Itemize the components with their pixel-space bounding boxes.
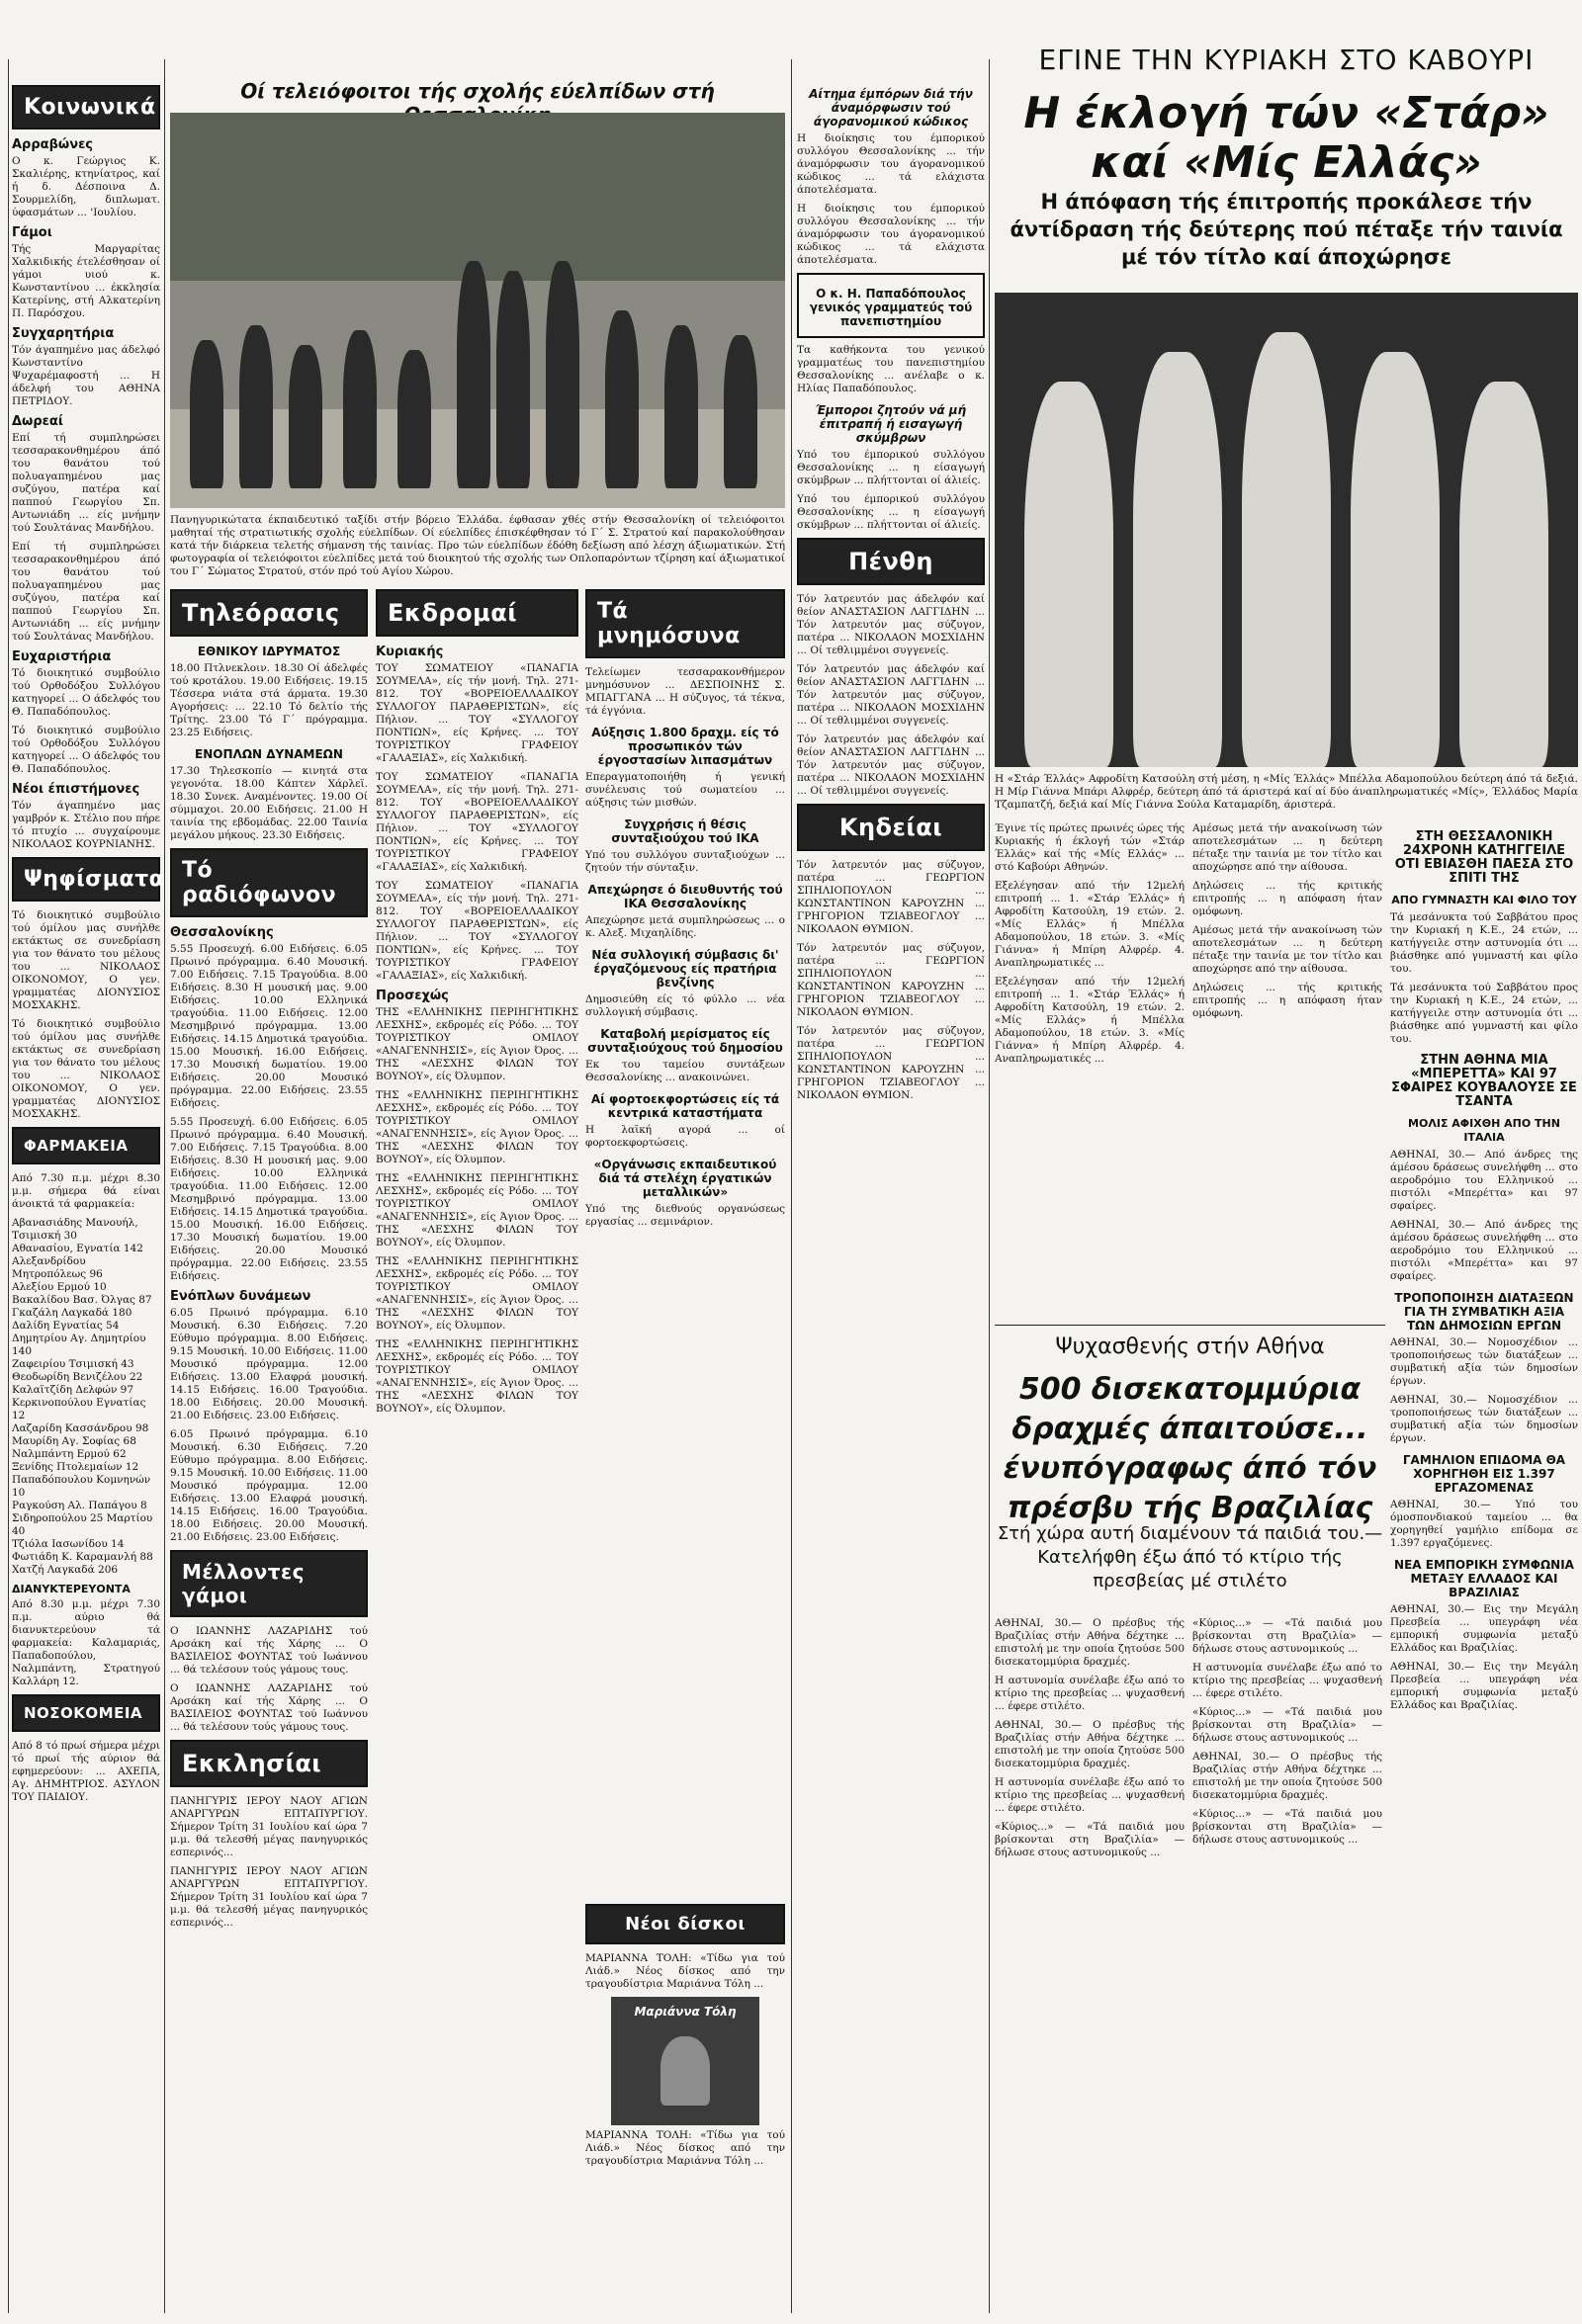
radio-armed-heading: Ενόπλων δυνάμεων (170, 1289, 311, 1304)
photo-figure (1133, 352, 1222, 767)
photo-figure (343, 330, 377, 488)
resolutions-text: Τό διοικητικό συμβούλιο τού όμίλου μας συνήλθε εκτάκτως σε συνεδρίαση για τον θάνατο του μέλους του ... ΝΙΚΟΛΑΟΣ ΟΙΚΟΝΟΜΟΥ, Ο γεν. γραμματέας ΔΙΟΝΥΣΙΟΣ ΜΟΣΧΑΚΗΣ. (12, 909, 160, 1011)
kavouri-headline: Η έκλογή τών «Στάρ» καί «Μίς Ελλάς» (1023, 88, 1549, 188)
album-cover (611, 1997, 759, 2125)
public-works-headline: ΤΡΟΠΟΠΟΙΗΣΗ ΔΙΑΤΑΞΕΩΝ ΓΙΑ ΤΗ ΣΥΜΒΑΤΙΚΗ ΑΞΙΑ ΤΩΝ ΔΗΜΟΣΙΩΝ ΕΡΓΩΝ (1394, 1291, 1574, 1333)
brazil-text-2: Η αστυνομία συνέλαβε έξω από το κτίριο της πρεσβείας ... ψυχασθενή ... έφερε στιλέτο. (995, 1675, 1185, 1712)
beretta-headline: ΣΤΗΝ ΑΘΗΝΑ ΜΙΑ «ΜΠΕΡΕΤΤΑ» ΚΑΙ 97 ΣΦΑΙΡΕΣ ΚΟΥΒΑΛΟΥΣΕ ΣΕ ΤΣΑΝΤΑ (1391, 1053, 1577, 1109)
congrats-text: Τόν άγαπημένο μας άδελφό Κωνσταντίνο Ψυχαρέμαφοστή ... Η άδελφή του ΑΘΗΝΑ ΠΕΤΡΙΔΟΥ. (12, 344, 160, 407)
brazil-text-1c: ΑΘΗΝΑΙ, 30.— Ο πρέσβυς τής Βραζιλίας στήν Αθήνα δέχτηκε ... επιστολή με την οποία ζητούσε 500 δισεκατομμύρια δραχμές. (1192, 1751, 1382, 1801)
photo-figure (724, 335, 757, 488)
brazil-headline-box (995, 1370, 1385, 1525)
beretta-text-2: ΑΘΗΝΑΙ, 30.— Από άνδρες της άμέσου δράσεως συνελήφθη ... στο αεροδρόμιο του Ελληνικού ... πιστόλι «Μπερέττα» και 97 σφαίρες. (1390, 1219, 1578, 1282)
resolutions-text-2: Τό διοικητικό συμβούλιο τού όμίλου μας συνήλθε εκτάκτως σε συνεδρίαση για τον θάνατο του μέλους του ... ΝΙΚΟΛΑΟΣ ΟΙΚΟΝΟΜΟΥ, Ο γεν. γραμματέας ΔΙΟΝΥΣΙΟΣ ΜΟΣΧΑΚΗΣ. (12, 1018, 160, 1120)
excursions-upcoming-text-4: ΤΗΣ «ΕΛΛΗΝΙΚΗΣ ΠΕΡΙΗΓΗΤΙΚΗΣ ΛΕΣΧΗΣ», εκδρομές είς Ρόδο. ... ΤΟΥ ΤΟΥΡΙΣΤΙΚΟΥ ΟΜΙΛΟΥ «ΑΝΑΓΕΝΝΗΣΙΣ», είς Άγιον Όρος. ... ΤΗΣ «ΛΕΣΧΗΣ ΦΙΛΩΝ ΤΟΥ ΒΟΥΝΟΥ», είς Όλυμπον. (376, 1255, 578, 1332)
photo-figure (1242, 332, 1331, 767)
records-text-2: ΜΑΡΙΑΝΝΑ ΤΟΛΗ: «Τίδω για τού Λιάδ.» Νέος δίσκος από την τραγουδίστρια Μαριάννα Τόλη ... (585, 2129, 785, 2167)
resolutions-section-title: Ψηφίσματα (12, 857, 160, 902)
pharmacy-list-item: Θεοδωρίδη Βενιζέλου 22 (12, 1371, 143, 1383)
kavouri-text-1: Έγινε τίς πρώτες πρωινές ώρες τής Κυριακής ή έκλογή τών «Στάρ Έλλάς» καί τής «Μίς Ελλάς» ... στό Καβούρι Αθηνών. (995, 822, 1185, 873)
pharmacy-list-item: Τζιόλα Ιασωνίδου 14 (12, 1538, 125, 1550)
kavouri-text-2b: Εξελέγησαν από τήν 12μελή επιτροπή ... 1. «Στάρ Έλλάς» ή Αφροδίτη Κατσούλη, 19 ετών. 2. «Μίς Ελλάς» ή Μπέλλα Αδαμοπούλου, 18 ετών. 3. «Μίς Γιάννα» ή Μπίρη Αλφρέρ. 4. Αναπληρωματικές ... (995, 976, 1185, 1065)
brazil-headline: 500 δισεκατομμύρια δραχμές άπαιτούσε... ένυπόγραφως άπό τόν πρέσβυ τής Βραζιλίας (1003, 1372, 1377, 1525)
churches-text: ΠΑΝΗΓΥΡΙΣ ΙΕΡΟΥ ΝΑΟΥ ΑΓΙΩΝ ΑΝΑΡΓΥΡΩΝ ΕΠΤΑΠΥΡΓΙΟΥ. Σήμερον Τρίτη 31 Ιουλίου καί ώρα 7 μ.μ. θά τελεσθή μέγας πανηγυρικός εσπερινός... (170, 1795, 368, 1858)
radio-thess-text-2: 5.55 Προσευχή. 6.00 Ειδήσεις. 6.05 Πρωινό πρόγραμμα. 6.40 Μουσική. 7.00 Ειδήσεις. 7.15 Τραγούδια. 8.00 Ειδήσεις. 8.30 Η μουσική μας. 9.00 Ειδήσεις. 10.00 Ελληνικά τραγούδια. 11.00 Ειδήσεις. 12.00 Μεσημβρινό πρόγραμμα. 13.00 Ειδήσεις. 14.15 Δημοτικά τραγούδια. 15.00 Μουσική. 16.00 Ειδήσεις. 17.30 Μουσική δωματίου. 19.00 Ειδήσεις. 20.00 Μουσικό πρόγραμμα. 22.00 Ειδήσεις. 23.55 Ειδήσεις. (170, 1116, 368, 1282)
news-fertilizer-headline: Αύξησις 1.800 δραχμ. είς τό προσωπικόν τών έργοστασίων λιπασμάτων (591, 726, 779, 767)
funerals-text-3: Τόν λατρευτόν μας σύζυγον, πατέρα ... ΓΕΩΡΓΙΟΝ ΣΠΗΛΙΟΠΟΥΛΟΝ ... ΚΩΝΣΤΑΝΤΙΝΟΝ ΚΑΡΟΥΖΗΝ ... ΓΡΗΓΟΡΙΟΝ ΤΖΙΑΒΕΟΓΛΟΥ ... ΝΙΚΟΛΑΟΝ ΘΥΜΙΟΝ. (797, 1025, 985, 1101)
news-loading-headline: Αί φορτοεκφορτώσεις είς τά κεντρικά καταστήματα (590, 1092, 780, 1120)
engagements-heading: Αρραβώνες (12, 137, 94, 152)
news-column (797, 79, 985, 2313)
tv-eirt-text: 18.00 Πτλνεκλοιν. 18.30 Οί άδελφές τού κροτάλου. 19.00 Ειδήσεις. 19.15 Τέσσερα νιάτα στά άρματα. 19.30 Αγορήσεις: ... 22.10 Τό δελτίο τής Τρίτης. 23.00 Τό Γ΄ πρόγραμμα. 23.25 Ειδήσεις. (170, 662, 368, 738)
radio-armed-text-2: 6.05 Πρωινό πρόγραμμα. 6.10 Μουσική. 6.30 Ειδήσεις. 7.20 Εύθυμο πρόγραμμα. 8.00 Ειδήσεις. 9.15 Μουσική. 10.00 Ειδήσεις. 11.00 Μουσικό πρόγραμμα. 12.00 Ειδήσεις. 13.00 Ελαφρά μουσική. 14.15 Ειδήσεις. 16.00 Τραγούδια. 18.00 Ειδήσεις. 20.00 Μουσική. 21.00 Ειδήσεις. 23.00 Ειδήσεις. (170, 1428, 368, 1543)
excursions-sunday-heading: Κυριακής (376, 645, 444, 659)
news-university-headline: Ο κ. Η. Παπαδόπουλος γενικός γραμματεύς τού πανεπιστημίου (809, 287, 973, 328)
brazil-deck: Στή χώρα αυτή διαμένουν τά παιδιά του.— Κατελήφθη έξω άπό τό κτίριο τής πρεσβείας μέ στιλέτο (997, 1523, 1383, 1592)
news-fish-text: Υπό του έμπορικού συλλόγου Θεσσαλονίκης ... η είσαγωγή σκύμβρων ... πλήττονται οί άλιείς. (797, 449, 985, 486)
future-weddings-section-title: Μέλλοντες γάμοι (170, 1550, 368, 1617)
photo-figure (1459, 382, 1548, 767)
pharmacy-list-item: Κερκινοπούλου Εγνατίας 12 (12, 1397, 146, 1421)
churches-text-2: ΠΑΝΗΓΥΡΙΣ ΙΕΡΟΥ ΝΑΟΥ ΑΓΙΩΝ ΑΝΑΡΓΥΡΩΝ ΕΠΤΑΠΥΡΓΙΟΥ. Σήμερον Τρίτη 31 Ιουλίου καί ώρα 7 μ.μ. θά τελεσθή μέγας πανηγυρικός εσπερινός... (170, 1865, 368, 1929)
right-column (1390, 822, 1578, 2313)
tv-yened-text: 17.30 Τηλεσκοπίο — κινητά στα γεγονότα. 18.00 Κάπτεν Χάρλεϊ. 18.30 Συνεκ. Αναμένοντες. 19.00 Οί σύμμαχοι. 20.00 Ειδήσεις. 21.00 Η ταινία της εβδομάδας. 22.00 Ταινία μεγάλου μήκους. 23.30 Ειδήσεις. (170, 765, 368, 841)
listings-column (170, 583, 368, 2313)
weddings-text: Τής Μαργαρίτας Χαλκιδικής έτελέσθησαν οί γάμοι υιού κ. Κωνσταντίνου ... έκκλησία Κατερίνης, στή Αλκατερίνη Π. Παρόσχου. (12, 243, 160, 319)
pharmacy-list-item: Ξενίδης Πτολεμαίων 12 (12, 1461, 139, 1473)
pharmacy-list-item: Μαυρίδη Αγ. Σοφίας 68 (12, 1435, 136, 1447)
photo-figure (190, 340, 223, 488)
column-rule (164, 59, 165, 2313)
news-fish-headline: Έμποροι ζητούν νά μή έπιτραπή ή εισαγωγή σκύμβρων (815, 403, 967, 445)
brazil-kicker-box (995, 1334, 1385, 1366)
pharmacy-list-item: Παπαδόπουλου Κομνηνών 10 (12, 1474, 151, 1499)
funerals-text: Τόν λατρευτόν μας σύζυγον, πατέρα ... ΓΕΩΡΓΙΟΝ ΣΠΗΛΙΟΠΟΥΛΟΝ ... ΚΩΝΣΤΑΝΤΙΝΟΝ ΚΑΡΟΥΖΗΝ ... ΓΡΗΓΟΡΙΟΝ ΤΖΙΑΒΕΟΓΛΟΥ ... ΝΙΚΟΛΑΟΝ ΘΥΜΙΟΝ. (797, 859, 985, 935)
rape-subheadline: ΑΠΟ ΓΥΜΝΑΣΤΗ ΚΑΙ ΦΙΛΟ ΤΟΥ (1391, 894, 1577, 906)
future-weddings-text-2: Ο ΙΩΑΝΝΗΣ ΛΑΖΑΡΙΔΗΣ τού Αρσάκη καί τής Χάρης ... Ο ΒΑΣΙΛΕΙΟΣ ΦΟΥΝΤΑΣ τού Ιωάννου ... θά τελέσουν τούς γάμους τους. (170, 1682, 368, 1733)
tv-eirt-heading: ΕΘΝΙΚΟΥ ΙΔΡΥΜΑΤΟΣ (197, 645, 341, 658)
news-fertilizer-text: Επεραγματοποιήθη ή γενική συνέλευσις τού σωματείου ... αύξησις τών μισθών. (585, 771, 785, 809)
beretta-text: ΑΘΗΝΑΙ, 30.— Από άνδρες της άμέσου δράσεως συνελήφθη ... στο αεροδρόμιο του Ελληνικού ... πιστόλι «Μπερέττα» και 97 σφαίρες. (1390, 1149, 1578, 1212)
evelpides-headline-box (170, 79, 785, 109)
excursions-text-3: ΤΟΥ ΣΩΜΑΤΕΙΟΥ «ΠΑΝΑΓΙΑ ΣΟΥΜΕΛΑ», είς τήν μονή. Τηλ. 271-812. ΤΟΥ «ΒΟΡΕΙΟΕΛΛΑΔΙΚΟΥ ΣΥΛΛΟΓΟΥ ΠΑΡΑΘΕΡΙΣΤΩΝ», είς Πήλιον. ... ΤΟΥ «ΣΥΛΛΟΓΟΥ ΠΟΝΤΙΩΝ», είς Κρήνες. ... ΤΟΥ ΤΟΥΡΙΣΤΙΚΟΥ ΓΡΑΦΕΙΟΥ «ΓΑΛΑΞΙΑΣ», είς Χαλκιδική. (376, 880, 578, 982)
excursions-upcoming-text-5: ΤΗΣ «ΕΛΛΗΝΙΚΗΣ ΠΕΡΙΗΓΗΤΙΚΗΣ ΛΕΣΧΗΣ», εκδρομές είς Ρόδο. ... ΤΟΥ ΤΟΥΡΙΣΤΙΚΟΥ ΟΜΙΛΟΥ «ΑΝΑΓΕΝΝΗΣΙΣ», είς Άγιον Όρος. ... ΤΗΣ «ΛΕΣΧΗΣ ΦΙΛΩΝ ΤΟΥ ΒΟΥΝΟΥ», είς Όλυμπον. (376, 1338, 578, 1415)
public-works-text-2: ΑΘΗΝΑΙ, 30.— Νομοσχέδιον ... τροποποιήσεως τών διατάξεων ... συμβατική αξία τών δημοσίων έργων. (1390, 1394, 1578, 1444)
weddings-heading: Γάμοι (12, 225, 52, 240)
rape-text: Τά μεσάνυκτα τού Σαββάτου προς την Κυριακή η Κ.Ε., 24 ετών, ... κατήγγειλε στην αστυνομία ότι ... βιάσθηκε από γυμναστή και φίλο του. (1390, 911, 1578, 975)
marriage-allowance-headline: ΓΑΜΗΛΙΟΝ ΕΠΙΔΟΜΑ ΘΑ ΧΟΡΗΓΗΘΗ ΕΙΣ 1.397 ΕΡΓΑΖΟΜΕΝΑΣ (1402, 1453, 1566, 1495)
deaths-text: Τόν λατρευτόν μας άδελφόν καί θείον ΑΝΑΣΤΑΣΙΟΝ ΛΑΓΓΙΔΗΝ ... Τόν λατρευτόν μας σύζυγον, πατέρα ... ΝΙΚΟΛΑΟΝ ΜΟΣΧΙΔΗΝ ... Οί τεθλιμμένοι συγγενείς. (797, 593, 985, 656)
pharmacy-list-item: Ραγκούση Αλ. Παπάγου 8 (12, 1500, 147, 1511)
night-pharmacies-heading: ΔΙΑΝΥΚΤΕΡΕΥΟΝΤΑ (12, 1583, 131, 1595)
brazil-text-2b: Η αστυνομία συνέλαβε έξω από το κτίριο της πρεσβείας ... ψυχασθενή ... έφερε στιλέτο. (995, 1776, 1185, 1814)
news-pension-dividend-headline: Καταβολή μερίσματος είς συνταξιούχους τού δημοσίου (587, 1027, 783, 1055)
news-university-text: Τα καθήκοντα του γενικού γραμματέως του πανεπιστημίου Θεσσαλονίκης ... ανέλαβε ο κ. Ηλίας Παπαδόπουλος. (797, 344, 985, 394)
memorials-section-title: Τά μνημόσυνα (585, 589, 785, 658)
kavouri-text-col-1 (995, 822, 1185, 1317)
news-university-box (797, 273, 985, 338)
excursions-upcoming-text: ΤΗΣ «ΕΛΛΗΝΙΚΗΣ ΠΕΡΙΗΓΗΤΙΚΗΣ ΛΕΣΧΗΣ», εκδρομές είς Ρόδο. ... ΤΟΥ ΤΟΥΡΙΣΤΙΚΟΥ ΟΜΙΛΟΥ «ΑΝΑΓΕΝΝΗΣΙΣ», είς Άγιον Όρος. ... ΤΗΣ «ΛΕΣΧΗΣ ΦΙΛΩΝ ΤΟΥ ΒΟΥΝΟΥ», είς Όλυμπον. (376, 1006, 578, 1082)
news-traders-text-2: Η διοίκησις του έμπορικού συλλόγου Θεσσαλονίκης ... τήν άναμόρφωσιν του άγορανομικού κώδικος ... τά ελάχιστα άποτελέσματα. (797, 203, 985, 266)
brazil-text-3b: «Κύριος...» — «Τά παιδιά μου βρίσκονται στη Βραζιλία» — δήλωσε στους αστυνομικούς ... (1192, 1617, 1382, 1655)
photo-figure (496, 271, 530, 488)
gratitude-text: Τό διοικητικό συμβούλιο τού Ορθοδόξου Συλλόγου κατηγορεί ... Ο άδελφός του Θ. Παπαδόπουλος. (12, 667, 160, 718)
kavouri-text-3b: Αμέσως μετά τήν ανακοίνωση τών αποτελεσμάτων ... η δεύτερη πέταξε την ταινία με τον τίτλο και αποχώρησε από την αίθουσα. (1192, 924, 1382, 975)
excursions-section-title: Εκδρομαί (376, 589, 578, 637)
beretta-subheadline: ΜΟΛΙΣ ΑΦΙΧΘΗ ΑΠΟ ΤΗΝ ΙΤΑΛΙΑ (1408, 1117, 1560, 1144)
brazil-deck-box (995, 1522, 1385, 1611)
congrats-heading: Συγχαρητήρια (12, 326, 115, 341)
rape-text-2: Τά μεσάνυκτα τού Σαββάτου προς την Κυριακή η Κ.Ε., 24 ετών, ... κατήγγειλε στην αστυνομία ότι ... βιάσθηκε από γυμναστή και φίλο του. (1390, 982, 1578, 1045)
photo-figure (664, 325, 698, 488)
brazil-kicker: Ψυχασθενής στήν Αθήνα (1055, 1334, 1325, 1359)
brazil-text-col-2 (1192, 1617, 1382, 2313)
excursions-text-2: ΤΟΥ ΣΩΜΑΤΕΙΟΥ «ΠΑΝΑΓΙΑ ΣΟΥΜΕΛΑ», είς τήν μονή. Τηλ. 271-812. ΤΟΥ «ΒΟΡΕΙΟΕΛΛΑΔΙΚΟΥ ΣΥΛΛΟΓΟΥ ΠΑΡΑΘΕΡΙΣΤΩΝ», είς Πήλιον. ... ΤΟΥ «ΣΥΛΛΟΓΟΥ ΠΟΝΤΙΩΝ», είς Κρήνες. ... ΤΟΥ ΤΟΥΡΙΣΤΙΚΟΥ ΓΡΑΦΕΙΟΥ «ΓΑΛΑΞΙΑΣ», είς Χαλκιδική. (376, 771, 578, 873)
news-ika-director-text: Απεχώρησε μετά συμπληρώσεως ... ο κ. Αλεξ. Μιχαηλίδης. (585, 914, 785, 939)
tv-yened-heading: ΕΝΟΠΛΩΝ ΔΥΝΑΜΕΩΝ (195, 747, 343, 761)
pharmacy-list-item: Βακαλίδου Βασ. Όλγας 87 (12, 1294, 152, 1306)
photo-figure (1351, 352, 1440, 767)
kavouri-text-4: Δηλώσεις ... τής κριτικής επιτροπής ... η απόφαση ήταν ομόφωνη. (1192, 880, 1382, 917)
album-cover-title: Μαριάννα Τόλη (634, 2005, 737, 2019)
left-column (12, 79, 165, 2313)
kavouri-kicker: ΕΓΙΝΕ ΤΗΝ ΚΥΡΙΑΚΗ ΣΤΟ ΚΑΒΟΥΡΙ (1038, 43, 1535, 76)
excursions-upcoming-heading: Προσεχώς (376, 989, 449, 1003)
churches-section-title: Εκκλησίαι (170, 1740, 368, 1787)
pharmacy-list-item: Δημητρίου Αγ. Δημητρίου 140 (12, 1333, 146, 1357)
new-scientists-heading: Νέοι έπιστήμονες (12, 782, 140, 797)
kavouri-deck-box (995, 188, 1578, 287)
deaths-section-title: Πένθη (797, 538, 985, 585)
news-pension-dividend-text: Εκ του ταμείου συντάξεων Θεσσαλονίκης ... ανακοινώνει. (585, 1059, 785, 1083)
news-training-headline: «Οργάνωσις εκπαιδευτικού διά τά στελέχη έργατικών μεταλλικών» (593, 1158, 777, 1199)
kavouri-caption-box (995, 773, 1578, 818)
funerals-text-2: Τόν λατρευτόν μας σύζυγον, πατέρα ... ΓΕΩΡΓΙΟΝ ΣΠΗΛΙΟΠΟΥΛΟΝ ... ΚΩΝΣΤΑΝΤΙΝΟΝ ΚΑΡΟΥΖΗΝ ... ΓΡΗΓΟΡΙΟΝ ΤΖΙΑΒΕΟΓΛΟΥ ... ΝΙΚΟΛΑΟΝ ΘΥΜΙΟΝ. (797, 942, 985, 1018)
photo-figure (239, 325, 273, 488)
donations-text: Επί τή συμπληρώσει τεσσαρακονθημέρου άπό του θανάτου τού πολυαγαπημένου μας συζύγου, πατέρα καί παππού Γεωργίου Σπ. Αντωνιάδη ... είς μνήμην τού Σουλτάνας Μανδήλου. (12, 432, 160, 534)
photo-figure (546, 261, 579, 488)
photo-figure (289, 345, 322, 488)
pharmacy-list-item: Χατζή Λαγκαδά 206 (12, 1564, 119, 1576)
brazil-text-3d: «Κύριος...» — «Τά παιδιά μου βρίσκονται στη Βραζιλία» — δήλωσε στους αστυνομικούς ... (1192, 1808, 1382, 1846)
pharmacy-list-item: Σιδηροπούλου 25 Μαρτίου 40 (12, 1512, 153, 1537)
news-fish-text-2: Υπό του έμπορικού συλλόγου Θεσσαλονίκης ... η είσαγωγή σκύμβρων ... πλήττονται οί άλιείς. (797, 493, 985, 531)
engagements-text: Ο κ. Γεώργιος Κ. Σκαλιέρης, κτηνίατρος, καί ή δ. Δέσποινα Δ. Σουρμελίδη, διπλωματ. ύφασμάτων ... 'Ιουλίου. (12, 155, 160, 218)
trade-agreement-headline: ΝΕΑ ΕΜΠΟΡΙΚΗ ΣΥΜΦΩΝΙΑ ΜΕΤΑΞΥ ΕΛΛΑΔΟΣ ΚΑΙ ΒΡΑΖΙΛΙΑΣ (1394, 1558, 1574, 1599)
rape-headline: ΣΤΗ ΘΕΣΣΑΛΟΝΙΚΗ 24ΧΡΟΝΗ ΚΑΤΗΓΓΕΙΛΕ ΟΤΙ ΕΒΙΑΣΘΗ ΠΑΕΣΑ ΣΤΟ ΣΠΙΤΙ ΤΗΣ (1394, 829, 1574, 886)
kavouri-photo (995, 293, 1578, 767)
memorials-text: Τελείωμεν τεσσαρακονθήμερον μνημόσυνον ... ΔΕΣΠΟΙΝΗΣ Σ. ΜΠΑΓΓΑΝΑ ... Η σύζυγος, τά τέκνα, τά έγγόνια. (585, 666, 785, 717)
brazil-text-3: «Κύριος...» — «Τά παιδιά μου βρίσκονται στη Βραζιλία» — δήλωσε στους αστυνομικούς ... (995, 1821, 1185, 1858)
pharmacies-intro: Από 7.30 π.μ. μέχρι 8.30 μ.μ. σήμερα θά είναι άνοικτά τά φαρμακεία: (12, 1172, 160, 1210)
funerals-section-title: Κηδείαι (797, 804, 985, 851)
radio-armed-text: 6.05 Πρωινό πρόγραμμα. 6.10 Μουσική. 6.30 Ειδήσεις. 7.20 Εύθυμο πρόγραμμα. 8.00 Ειδήσεις. 9.15 Μουσική. 10.00 Ειδήσεις. 11.00 Μουσικό πρόγραμμα. 12.00 Ειδήσεις. 13.00 Ελαφρά μουσική. 14.15 Ειδήσεις. 16.00 Τραγούδια. 18.00 Ειδήσεις. 20.00 Μουσική. 21.00 Ειδήσεις. 23.00 Ειδήσεις. (170, 1307, 368, 1421)
pharmacy-list-item: Λαζαρίδη Κασσάνδρου 98 (12, 1422, 149, 1434)
news-training-text: Υπό της διεθνούς οργανώσεως εργασίας ... σεμινάριον. (585, 1203, 785, 1228)
excursions-column (376, 583, 578, 2313)
night-pharmacies-text: Από 8.30 μ.μ. μέχρι 7.30 π.μ. αύριο θά διανυκτερεύουν τά φαρμακεία: Καλαμαριάς, Παπαδοπούλου, Ναλμπάντη, Στρατηγού Καλλάρη 12. (12, 1598, 160, 1687)
radio-section-title: Τό ραδιόφωνον (170, 848, 368, 917)
brazil-text-col-1 (995, 1617, 1185, 2313)
news-traders-headline: Αίτημα έμπόρων διά τήν άναμόρφωσιν τού άγορανομικού κώδικος (809, 87, 973, 129)
photo-figure (457, 261, 490, 488)
news-petrol-contract-text: Δημοσιεύθη είς τό φύλλο ... νέα συλλογική σύμβασις. (585, 993, 785, 1018)
tv-section-title: Τηλεόρασις (170, 589, 368, 637)
pharmacy-list-item: Γκαζάλη Λαγκαδά 180 (12, 1307, 132, 1319)
excursions-text: ΤΟΥ ΣΩΜΑΤΕΙΟΥ «ΠΑΝΑΓΙΑ ΣΟΥΜΕΛΑ», είς τήν μονή. Τηλ. 271-812. ΤΟΥ «ΒΟΡΕΙΟΕΛΛΑΔΙΚΟΥ ΣΥΛΛΟΓΟΥ ΠΑΡΑΘΕΡΙΣΤΩΝ», είς Πήλιον. ... ΤΟΥ «ΣΥΛΛΟΓΟΥ ΠΟΝΤΙΩΝ», είς Κρήνες. ... ΤΟΥ ΤΟΥΡΙΣΤΙΚΟΥ ΓΡΑΦΕΙΟΥ «ΓΑΛΑΞΙΑΣ», είς Χαλκιδική. (376, 662, 578, 764)
pharmacy-list-item: Αθανασίου, Εγνατία 142 (12, 1243, 143, 1254)
evelpides-photo (170, 113, 785, 508)
brazil-text-1b: ΑΘΗΝΑΙ, 30.— Ο πρέσβυς τής Βραζιλίας στήν Αθήνα δέχτηκε ... επιστολή με την οποία ζητούσε 500 δισεκατομμύρια δραχμές. (995, 1719, 1185, 1769)
hospitals-text: Από 8 τό πρωί σήμερα μέχρι τό πρωί τής αύριον θά εφημερεύουν: ... ΑΧΕΠΑ, Αγ. ΔΗΜΗΤΡΙΟΣ. ΑΣΥΛΟΝ ΤΟΥ ΠΑΙΔΙΟΥ. (12, 1740, 160, 1803)
kavouri-text-2: Εξελέγησαν από τήν 12μελή επιτροπή ... 1. «Στάρ Έλλάς» ή Αφροδίτη Κατσούλη, 19 ετών. 2. «Μίς Ελλάς» ή Μπέλλα Αδαμοπούλου, 18 ετών. 3. «Μίς Γιάννα» ή Μπίρη Αλφρέρ. 4. Αναπληρωματικές ... (995, 880, 1185, 969)
new-scientists-text: Τόν άγαπημένο μας γαμβρόν κ. Στέλιο που πήρε τό πτυχίο ... συγχαίρουμε ΝΙΚΟΛΑΟΣ ΚΟΥΡΝΙΑΝΗΣ. (12, 800, 160, 850)
news-ika-pension-headline: Συγχρήσις ή θέσις συνταξιούχου τού ΙΚΑ (611, 818, 759, 845)
radio-thess-heading: Θεσσαλονίκης (170, 925, 274, 940)
evelpides-caption-box (170, 514, 785, 575)
news-traders-text: Η διοίκησις του έμπορικού συλλόγου Θεσσαλονίκης ... τήν άναμόρφωσιν του άγορανομικού κώδικος ... τά ελάχιστα άποτελέσματα. (797, 132, 985, 196)
pharmacy-list-item: Αλεξίου Ερμού 10 (12, 1281, 107, 1293)
kavouri-kicker-box (995, 43, 1578, 83)
pharmacy-list-item: Ζαφειρίου Τσιμισκή 43 (12, 1358, 134, 1370)
kavouri-text-col-2 (1192, 822, 1382, 1317)
evelpides-headline: Οί τελειόφοιτοι τής σχολής εύελπίδων στή (240, 79, 715, 103)
pharmacies-list (12, 1217, 160, 1577)
gratitude-heading: Ευχαριστήρια (12, 649, 112, 664)
deaths-text-2: Τόν λατρευτόν μας άδελφόν καί θείον ΑΝΑΣΤΑΣΙΟΝ ΛΑΓΓΙΔΗΝ ... Τόν λατρευτόν μας σύζυγον, πατέρα ... ΝΙΚΟΛΑΟΝ ΜΟΣΧΙΔΗΝ ... Οί τεθλιμμένοι συγγενείς. (797, 663, 985, 727)
left-margin-rule (8, 59, 9, 2313)
trade-agreement-text: ΑΘΗΝΑΙ, 30.— Εις την Μεγάλη Πρεσβεία ... υπεγράφη νέα εμπορική συμφωνία μεταξύ Ελλάδος και Βραζιλίας. (1390, 1603, 1578, 1654)
pharmacy-list-item: Φωτιάδη Κ. Καραμανλή 88 (12, 1551, 153, 1563)
brazil-text-2c: Η αστυνομία συνέλαβε έξω από το κτίριο της πρεσβείας ... ψυχασθενή ... έφερε στιλέτο. (1192, 1662, 1382, 1699)
album-cover-portrait (660, 2036, 710, 2106)
gratitude-text-2: Τό διοικητικό συμβούλιο τού Ορθοδόξου Συλλόγου κατηγορεί ... Ο άδελφός του Θ. Παπαδόπουλος. (12, 725, 160, 775)
radio-thess-text: 5.55 Προσευχή. 6.00 Ειδήσεις. 6.05 Πρωινό πρόγραμμα. 6.40 Μουσική. 7.00 Ειδήσεις. 7.15 Τραγούδια. 8.00 Ειδήσεις. 8.30 Η μουσική μας. 9.00 Ειδήσεις. 10.00 Ελληνικά τραγούδια. 11.00 Ειδήσεις. 12.00 Μεσημβρινό πρόγραμμα. 13.00 Ειδήσεις. 14.15 Δημοτικά τραγούδια. 15.00 Μουσική. 16.00 Ειδήσεις. 17.30 Μουσική δωματίου. 19.00 Ειδήσεις. 20.00 Μουσικό πρόγραμμα. 22.00 Ειδήσεις. 23.55 Ειδήσεις. (170, 943, 368, 1109)
excursions-upcoming-text-2: ΤΗΣ «ΕΛΛΗΝΙΚΗΣ ΠΕΡΙΗΓΗΤΙΚΗΣ ΛΕΣΧΗΣ», εκδρομές είς Ρόδο. ... ΤΟΥ ΤΟΥΡΙΣΤΙΚΟΥ ΟΜΙΛΟΥ «ΑΝΑΓΕΝΝΗΣΙΣ», είς Άγιον Όρος. ... ΤΗΣ «ΛΕΣΧΗΣ ΦΙΛΩΝ ΤΟΥ ΒΟΥΝΟΥ», είς Όλυμπον. (376, 1089, 578, 1165)
kavouri-text-3: Αμέσως μετά τήν ανακοίνωση τών αποτελεσμάτων ... η δεύτερη πέταξε την ταινία με τον τίτλο και αποχώρησε από την αίθουσα. (1192, 822, 1382, 873)
pharmacy-list-item: Δαλίδη Εγνατίας 54 (12, 1320, 120, 1332)
records-text: ΜΑΡΙΑΝΝΑ ΤΟΛΗ: «Τίδω για τού Λιάδ.» Νέος δίσκος από την τραγουδίστρια Μαριάννα Τόλη ... (585, 1952, 785, 1990)
donations-heading: Δωρεαί (12, 414, 63, 429)
news-ika-pension-text: Υπό του συλλόγου συνταξιούχων ... ζητούν τήν σύνταξιν. (585, 849, 785, 874)
column-rule (791, 59, 792, 2313)
pharmacy-list-item: Ναλμπάντη Ερμού 62 (12, 1448, 127, 1460)
trade-agreement-text-2: ΑΘΗΝΑΙ, 30.— Εις την Μεγάλη Πρεσβεία ... υπεγράφη νέα εμπορική συμφωνία μεταξύ Ελλάδος και Βραζιλίας. (1390, 1661, 1578, 1711)
pharmacy-list-item: Αλεξανδρίδου Μητροπόλεως 96 (12, 1255, 103, 1280)
donations-text-2: Επί τή συμπληρώσει τεσσαρακονθημέρου άπό του θανάτου τού πολυαγαπημένου μας συζύγου, πατέρα καί παππού Γεωργίου Σπ. Αντωνιάδη ... είς μνήμην τού Σουλτάνας Μανδήλου. (12, 541, 160, 643)
photo-figure (1024, 382, 1113, 767)
photo-figure (397, 350, 431, 488)
marriage-allowance-text: ΑΘΗΝΑΙ, 30.— Υπό του όμοσπονδιακού ταμείου ... θα χορηγηθεί γαμήλιο επίδομα σε 1.397 εργαζόμενες. (1390, 1499, 1578, 1549)
deaths-text-3: Τόν λατρευτόν μας άδελφόν καί θείον ΑΝΑΣΤΑΣΙΟΝ ΛΑΓΓΙΔΗΝ ... Τόν λατρευτόν μας σύζυγον, πατέρα ... ΝΙΚΟΛΑΟΝ ΜΟΣΧΙΔΗΝ ... Οί τεθλιμμένοι συγγενείς. (797, 733, 985, 797)
evelpides-caption: Πανηγυρικώτατα έκπαιδευτικό ταξίδι στήν βόρειο Έλλάδα. έφθασαν χθές στήν Θεσσαλονίκη οί τελειόφοιτοι μαθηταί τής στρατιωτικής σχολής εύελπίδων. Οί εύελπίδες έπισκέφθησαν τό Γ΄ Σ. Στρατού καί παρακολούθησαν κατά τήν διάρκεια τελετής σήμανση τής ταινίας. Προ τών εύελπίδων έδόθη δεξίωση από λέσχη άξιωματικών. Στή φωτογραφία οί τελειόφοιτοι εύελπίδες μετά τού διοικητού τής σχολής των Οπλοπαρόντων τζίρηση καί άξιωματικοί του Γ΄ Σώματος Στρατού, στόν πρό τού Αγίου Χώρου. (170, 514, 785, 577)
news-petrol-contract-headline: Νέα συλλογική σύμβασις δι' έργαζόμενους είς πρατήρια βενζίνης (591, 948, 779, 990)
kavouri-caption: Η «Στάρ Έλλάς» Αφροδίτη Κατσούλη στή μέση, η «Μίς Έλλάς» Μπέλλα Αδαμοπούλου δεύτερη άπό τά δεξιά. Η Μίρ Γιάννα Μπάρι Αλφρέρ, δεύτερη άπό τά άριστερά καί αί δύο άναπληρωματικές «Μίς», Έλλάδος Μαρία Τζαμπατζή, δεξιά καί Μίς Γιάννα Σούλα Καταμαρίδη, άριστερά. (995, 773, 1578, 811)
brazil-text-1: ΑΘΗΝΑΙ, 30.— Ο πρέσβυς τής Βραζιλίας στήν Αθήνα δέχτηκε ... επιστολή με την οποία ζητούσε 500 δισεκατομμύρια δραχμές. (995, 1617, 1185, 1668)
photo-figure (605, 310, 639, 488)
excursions-upcoming-text-3: ΤΗΣ «ΕΛΛΗΝΙΚΗΣ ΠΕΡΙΗΓΗΤΙΚΗΣ ΛΕΣΧΗΣ», εκδρομές είς Ρόδο. ... ΤΟΥ ΤΟΥΡΙΣΤΙΚΟΥ ΟΜΙΛΟΥ «ΑΝΑΓΕΝΝΗΣΙΣ», είς Άγιον Όρος. ... ΤΗΣ «ΛΕΣΧΗΣ ΦΙΛΩΝ ΤΟΥ ΒΟΥΝΟΥ», είς Όλυμπον. (376, 1172, 578, 1248)
hospitals-section-title: ΝΟΣΟΚΟΜΕΙΑ (12, 1694, 160, 1732)
pharmacies-section-title: ΦΑΡΜΑΚΕΙΑ (12, 1127, 160, 1164)
social-section-title: Κοινωνικά (12, 85, 160, 129)
pharmacy-list-item: Αβανασιάδης Μανουήλ, Τσιμισκή 30 (12, 1217, 138, 1242)
records-section-title: Νέοι δίσκοι (585, 1904, 785, 1944)
kavouri-deck: Η άπόφαση τής έπιτροπής προκάλεσε τήν άντίδραση τής δεύτερης πού πέταξε τήν ταινία μέ τόν τίτλο καί άποχώρησε (1010, 190, 1563, 269)
future-weddings-text: Ο ΙΩΑΝΝΗΣ ΛΑΖΑΡΙΔΗΣ τού Αρσάκη καί τής Χάρης ... Ο ΒΑΣΙΛΕΙΟΣ ΦΟΥΝΤΑΣ τού Ιωάννου ... θά τελέσουν τούς γάμους τους. (170, 1625, 368, 1676)
brazil-text-3c: «Κύριος...» — «Τά παιδιά μου βρίσκονται στη Βραζιλία» — δήλωσε στους αστυνομικούς ... (1192, 1706, 1382, 1744)
records-box (585, 1898, 785, 2313)
kavouri-text-4b: Δηλώσεις ... τής κριτικής επιτροπής ... η απόφαση ήταν ομόφωνη. (1192, 982, 1382, 1019)
public-works-text: ΑΘΗΝΑΙ, 30.— Νομοσχέδιον ... τροποποιήσεως τών διατάξεων ... συμβατική αξία τών δημοσίων έργων. (1390, 1336, 1578, 1387)
news-ika-director-headline: Απεχώρησε ό διευθυντής τού ΙΚΑ Θεσσαλονίκης (587, 883, 783, 910)
kavouri-headline-box (995, 89, 1578, 188)
pharmacy-list-item: Καλαϊτζίδη Δελφών 97 (12, 1384, 134, 1396)
news-loading-text: Η λαϊκή αγορά ... οί φορτοεκφορτώσεις. (585, 1124, 785, 1149)
column-rule (989, 59, 990, 2313)
